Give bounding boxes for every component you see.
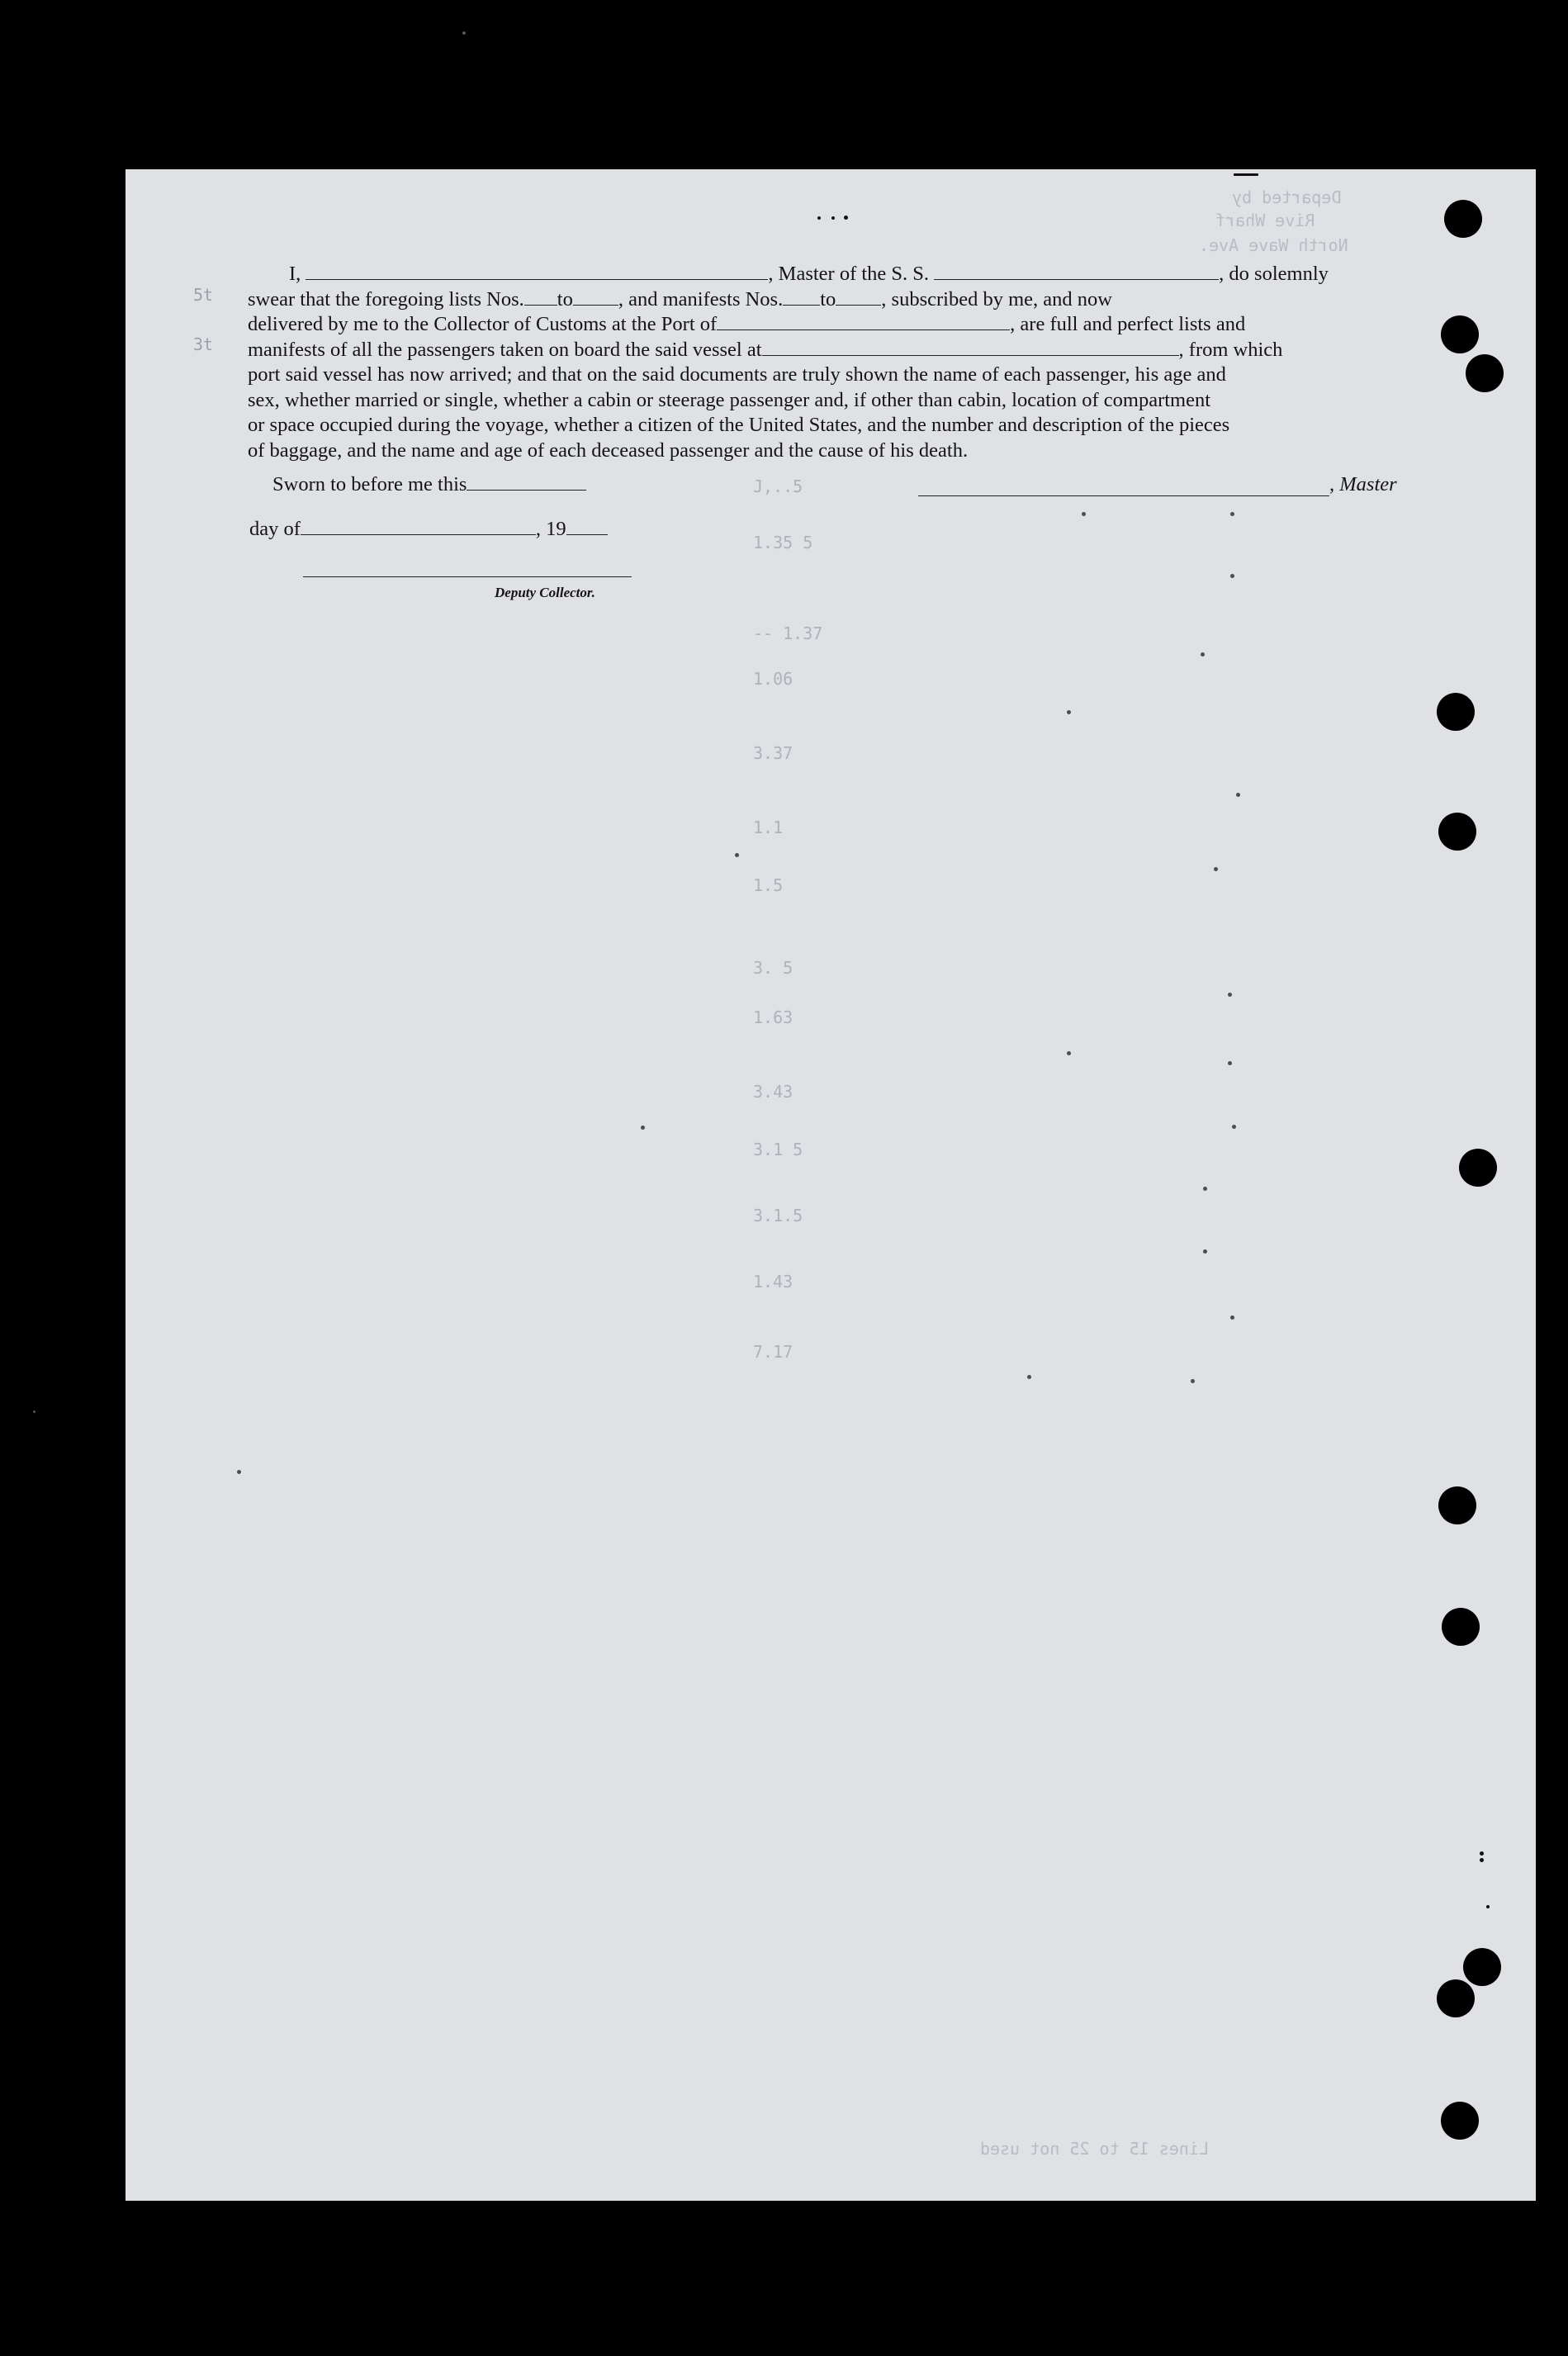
ghost-entry: 3.43 <box>753 1082 793 1102</box>
ghost-dot <box>1228 1061 1232 1065</box>
ghost-dot <box>1236 793 1240 797</box>
ghost-entry: 1.43 <box>753 1272 793 1292</box>
swear-label: swear that the foregoing lists Nos. <box>248 287 524 310</box>
lists-from-field[interactable] <box>524 304 557 306</box>
punch-hole <box>1437 693 1475 731</box>
ghost-dot <box>1230 1315 1234 1320</box>
manifests-from-field[interactable] <box>783 304 820 306</box>
master-of-label: , Master of the S. S. <box>768 263 930 285</box>
deputy-collector-label: Deputy Collector. <box>495 585 595 600</box>
ghost-entry: 3.1 5 <box>753 1140 803 1159</box>
punch-hole <box>1438 813 1476 851</box>
master-signature-line[interactable] <box>918 495 1329 496</box>
bleed-through-top-2: Rive Wharf <box>1215 211 1315 230</box>
full-perfect-label: , are full and perfect lists and <box>1010 313 1246 335</box>
oath-line-2 <box>248 287 1404 313</box>
manifest-page <box>126 169 1536 2201</box>
ink-speck <box>1480 1858 1484 1862</box>
punch-hole <box>1437 1979 1475 2017</box>
delivered-label: delivered by me to the Collector of Customs at the Port of <box>248 313 718 335</box>
port-field[interactable] <box>717 329 1010 330</box>
margin-mark: 3t <box>193 334 214 354</box>
ghost-entry: 1.63 <box>753 1007 793 1027</box>
bleed-through-top-1: Departed by <box>1232 187 1342 207</box>
oath-line-6: sex, whether married or single, whether a cabin or steerage passenger and, if other than cabin, location of compartment <box>248 388 1211 411</box>
ghost-entry: 3.37 <box>753 743 793 763</box>
oath-line-3 <box>248 312 1404 338</box>
ghost-dot <box>1067 710 1071 714</box>
punch-hole <box>1441 2102 1479 2140</box>
ghost-entry: 7.17 <box>753 1342 793 1362</box>
master-name-field[interactable] <box>306 278 768 280</box>
punch-hole <box>1444 200 1482 238</box>
ink-speck <box>1486 1905 1490 1908</box>
punch-hole <box>1438 1486 1476 1524</box>
ghost-dot <box>1082 512 1086 516</box>
sworn-day-field[interactable] <box>467 489 586 491</box>
ink-speck <box>844 216 848 220</box>
deputy-signature-line[interactable] <box>303 576 632 577</box>
ghost-dot <box>1230 512 1234 516</box>
ink-speck <box>831 216 835 220</box>
ghost-dot <box>237 1470 241 1474</box>
ghost-dot <box>1214 867 1218 871</box>
ghost-entry: 1.06 <box>753 669 793 689</box>
embark-port-field[interactable] <box>762 354 1179 356</box>
oath-opening: I, <box>289 263 301 285</box>
ghost-dot <box>1203 1249 1207 1254</box>
ghost-entry: 3. 5 <box>753 958 793 978</box>
lists-to-field[interactable] <box>573 304 618 306</box>
ghost-entry: J,..5 <box>753 476 803 496</box>
oath-paragraph <box>248 262 1404 463</box>
to-label-1: to <box>557 287 573 310</box>
to-label-2: to <box>820 287 836 310</box>
ink-speck <box>1480 1851 1484 1856</box>
ghost-entry: 1.35 5 <box>753 533 813 552</box>
ink-speck <box>817 216 821 220</box>
oath-line-4 <box>248 338 1404 363</box>
year-field[interactable] <box>566 533 608 535</box>
oath-line-5: port said vessel has now arrived; and that on the said documents are truly shown the name of each passenger, his age and <box>248 363 1226 386</box>
punch-hole <box>1466 354 1504 392</box>
ghost-dot <box>1228 993 1232 997</box>
oath-line-1 <box>248 262 1404 287</box>
ghost-dot <box>735 853 739 857</box>
day-of-row: day of , 19 <box>249 518 608 541</box>
ghost-entry: -- 1.37 <box>753 623 823 643</box>
edge-speck <box>462 31 466 35</box>
oath-line-8: of baggage, and the name and age of each deceased passenger and the cause of his death. <box>248 438 969 462</box>
ghost-dot <box>1201 652 1205 657</box>
ghost-dot <box>1191 1379 1195 1383</box>
ghost-dot <box>641 1126 645 1130</box>
bleed-through-top-3: North Wave Ave. <box>1199 235 1348 255</box>
manifests-to-field[interactable] <box>836 304 881 306</box>
manifests-all-label: manifests of all the passengers taken on board the said vessel at <box>248 338 762 361</box>
month-field[interactable] <box>301 533 536 535</box>
ghost-entry: 1.5 <box>753 875 784 895</box>
oath-line-7: or space occupied during the voyage, whether a citizen of the United States, and the number and description of the pieces <box>248 414 1230 436</box>
ghost-dot <box>1027 1375 1031 1379</box>
punch-hole <box>1459 1149 1497 1187</box>
vessel-name-field[interactable] <box>934 278 1219 280</box>
ghost-entry: 1.1 <box>753 818 784 837</box>
ghost-dot <box>1067 1051 1071 1055</box>
master-label: , Master <box>1329 473 1397 495</box>
punch-hole <box>1442 1608 1480 1646</box>
punch-hole <box>1463 1948 1501 1986</box>
ghost-entry: 3.1.5 <box>753 1206 803 1225</box>
ghost-dot <box>1230 574 1234 578</box>
manifests-label: , and manifests Nos. <box>618 287 784 310</box>
punch-hole <box>1441 315 1479 353</box>
from-which-label: , from which <box>1178 338 1283 361</box>
bleed-through-bottom-note: Lines 15 to 25 not used <box>980 2139 1209 2159</box>
ink-speck <box>1234 173 1258 176</box>
subscribed-label: , subscribed by me, and now <box>881 287 1112 310</box>
edge-speck <box>33 1410 36 1413</box>
ghost-dot <box>1232 1125 1236 1129</box>
ghost-dot <box>1203 1187 1207 1191</box>
sworn-label: Sworn to before me this <box>272 473 586 496</box>
do-solemnly-label: , do solemnly <box>1219 263 1329 285</box>
margin-mark: 5t <box>193 285 214 305</box>
